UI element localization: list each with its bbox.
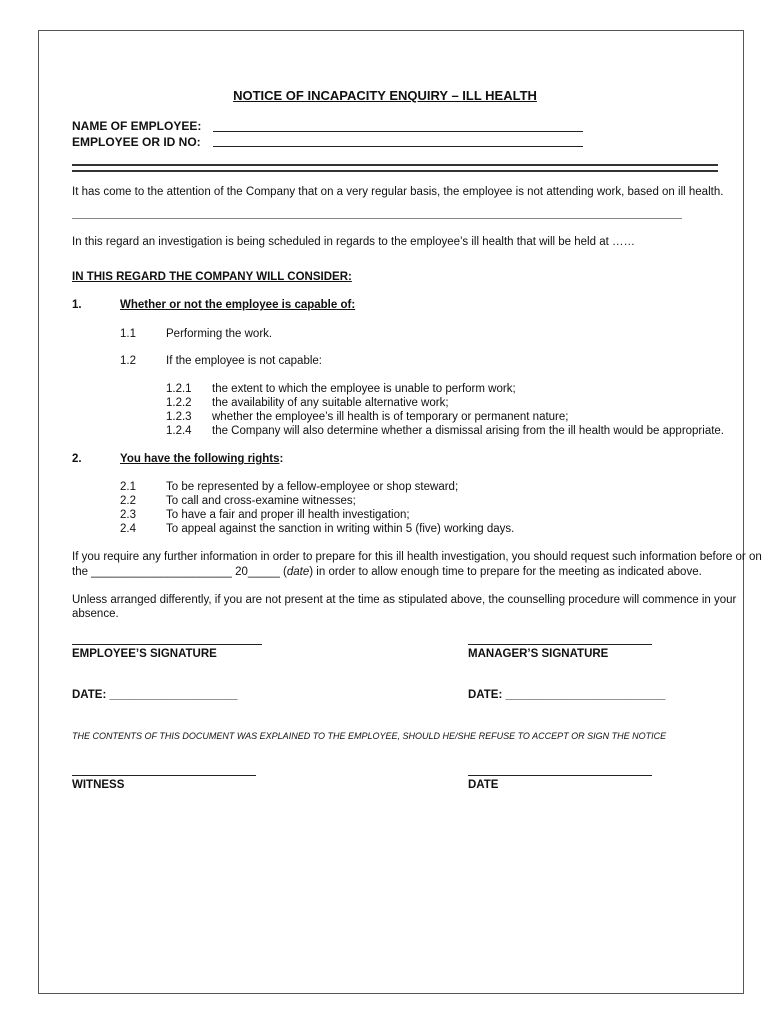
unless-line2: absence. <box>72 608 119 620</box>
section2-number: 2. <box>72 453 82 465</box>
item-number: 1.1 <box>120 328 136 340</box>
employee-signature-label: EMPLOYEE’S SIGNATURE <box>72 648 217 660</box>
rights-number: 2.2 <box>120 495 136 507</box>
witness-date-label: DATE <box>468 779 499 791</box>
witness-date-line[interactable] <box>468 775 652 776</box>
subitem-text: whether the employee’s ill health is of temporary or permanent nature; <box>212 411 569 423</box>
employee-date-field[interactable]: DATE: ____________________ <box>72 689 238 701</box>
item-number: 1.2 <box>120 355 136 367</box>
rights-text: To have a fair and proper ill health investigation; <box>166 509 410 521</box>
double-divider <box>72 164 718 172</box>
further-info-line1: If you require any further information in order to prepare for this ill health investigation, you should request such information before or on <box>72 551 762 563</box>
intro-fill-line[interactable] <box>72 218 682 219</box>
unless-line1: Unless arranged differently, if you are not present at the time as stipulated above, the counselling procedure will commence in your <box>72 594 737 606</box>
date-word: date <box>286 566 310 578</box>
employee-signature-line[interactable] <box>72 644 262 645</box>
consider-heading: IN THIS REGARD THE COMPANY WILL CONSIDER: <box>72 271 352 283</box>
investigation-text: In this regard an investigation is being scheduled in regards to the employee’s ill health that will be held at …… <box>72 236 635 248</box>
employee-name-field[interactable] <box>213 131 583 132</box>
further-info-date-blank[interactable]: the ______________________ 20_____ ( <box>72 566 287 578</box>
section2-heading: You have the following rights <box>120 453 280 465</box>
subitem-text: the availability of any suitable alternative work; <box>212 397 449 409</box>
subitem-text: the Company will also determine whether a dismissal arising from the ill health would be appropriate. <box>212 425 725 437</box>
section1-number: 1. <box>72 299 82 311</box>
intro-text: It has come to the attention of the Company that on a very regular basis, the employee is not attending work, based on ill health. <box>72 186 724 198</box>
subitem-number: 1.2.2 <box>166 397 192 409</box>
item-text: If the employee is not capable: <box>166 355 322 367</box>
section2-colon: : <box>279 453 284 465</box>
manager-date-field[interactable]: DATE: _________________________ <box>468 689 666 701</box>
employee-id-label: EMPLOYEE OR ID NO: <box>72 135 201 149</box>
manager-signature-label: MANAGER’S SIGNATURE <box>468 648 609 660</box>
rights-number: 2.3 <box>120 509 136 521</box>
rights-text: To appeal against the sanction in writing within 5 (five) working days. <box>166 523 515 535</box>
further-info-tail: ) in order to allow enough time to prepare for the meeting as indicated above. <box>309 566 702 578</box>
rights-number: 2.4 <box>120 523 136 535</box>
document-title: NOTICE OF INCAPACITY ENQUIRY – ILL HEALTH <box>233 88 537 103</box>
manager-signature-line[interactable] <box>468 644 652 645</box>
explained-note: THE CONTENTS OF THIS DOCUMENT WAS EXPLAINED TO THE EMPLOYEE, SHOULD HE/SHE REFUSE TO ACCEPT OR SIGN THE NOTICE <box>72 731 667 741</box>
subitem-number: 1.2.1 <box>166 383 192 395</box>
rights-text: To be represented by a fellow-employee or shop steward; <box>166 481 459 493</box>
subitem-number: 1.2.4 <box>166 425 192 437</box>
further-info-line2 <box>72 566 702 578</box>
subitem-number: 1.2.3 <box>166 411 192 423</box>
rights-text: To call and cross-examine witnesses; <box>166 495 356 507</box>
rights-number: 2.1 <box>120 481 136 493</box>
employee-id-field[interactable] <box>213 146 583 147</box>
witness-signature-line[interactable] <box>72 775 256 776</box>
witness-label: WITNESS <box>72 779 125 791</box>
subitem-text: the extent to which the employee is unable to perform work; <box>212 383 516 395</box>
section1-heading: Whether or not the employee is capable of: <box>120 299 356 311</box>
employee-name-label: NAME OF EMPLOYEE: <box>72 119 202 133</box>
section2-heading-wrap <box>120 453 283 465</box>
item-text: Performing the work. <box>166 328 273 340</box>
